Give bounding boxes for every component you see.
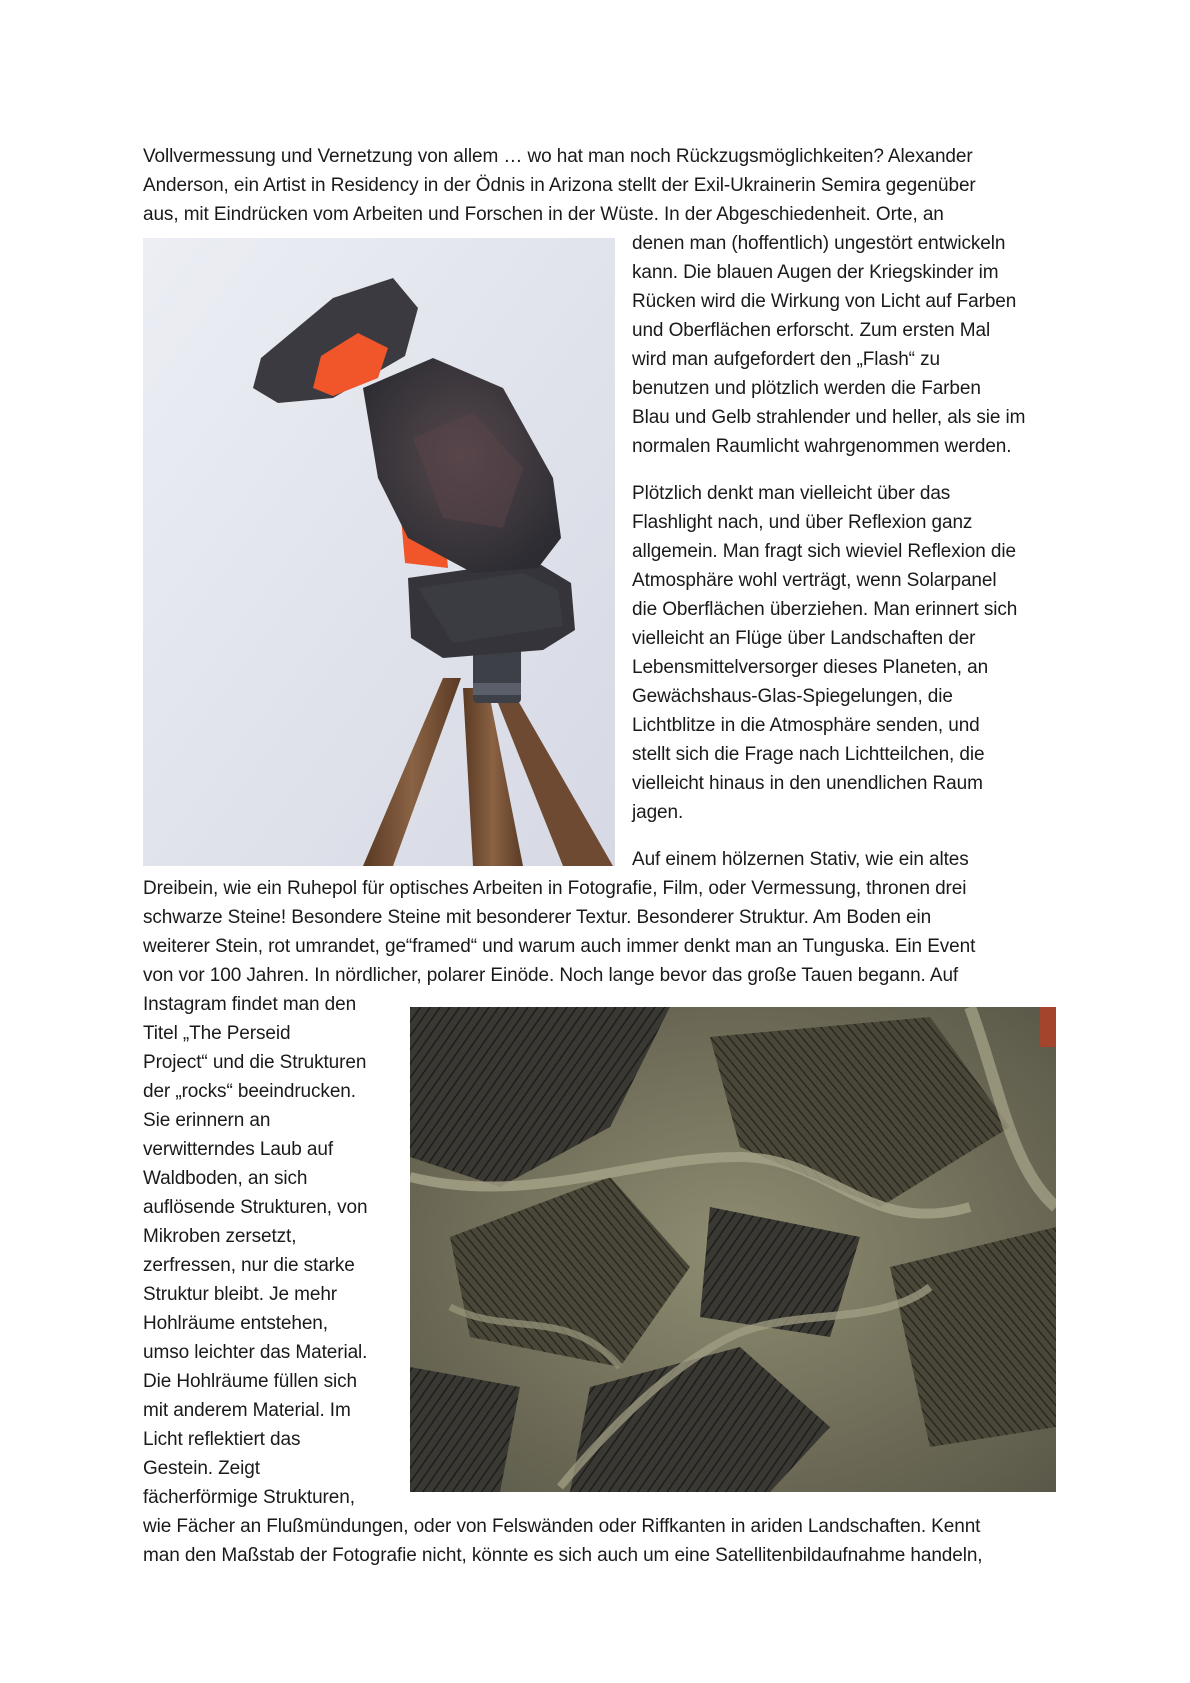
text-line: vielleicht an Flüge über Landschaften der [632,628,976,649]
text-line: schwarze Steine! Besondere Steine mit besonderer Textur. Besonderer Struktur. Am Boden ein [143,907,932,928]
text-line: Mikroben zersetzt, [143,1226,297,1247]
rock-texture-closeup-photo [410,1007,1056,1492]
text-line: man den Maßstab der Fotografie nicht, könnte es sich auch um eine Satellitenbildaufnahme handeln, [143,1545,983,1566]
text-line: vielleicht hinaus in den unendlichen Raum [632,773,983,794]
text-line: von vor 100 Jahren. In nördlicher, polarer Einöde. Noch lange bevor das große Tauen begann. Auf [143,965,959,986]
text-line: benutzen und plötzlich werden die Farben [632,378,981,399]
text-line: kann. Die blauen Augen der Kriegskinder im [632,262,999,283]
text-line: auflösende Strukturen, von [143,1197,368,1218]
text-line: fächerförmige Strukturen, [143,1487,355,1508]
text-line: denen man (hoffentlich) ungestört entwickeln [632,233,1006,254]
text-line: Lebensmittelversorger dieses Planeten, an [632,657,989,678]
text-line: Flashlight nach, und über Reflexion ganz [632,512,973,533]
text-line: Hohlräume entstehen, [143,1313,328,1334]
text-line: Rücken wird die Wirkung von Licht auf Farben [632,291,1017,312]
text-line: weiterer Stein, rot umrandet, ge“framed“ und warum auch immer denkt man an Tunguska. Ein Event [143,936,976,957]
text-line: Licht reflektiert das [143,1429,301,1450]
text-line: Sie erinnern an [143,1110,271,1131]
text-line: Waldboden, an sich [143,1168,308,1189]
text-line: aus, mit Eindrücken vom Arbeiten und Forschen in der Wüste. In der Abgeschiedenheit. Orte, an [143,204,944,225]
text-line: mit anderem Material. Im [143,1400,351,1421]
text-line: zerfressen, nur die starke [143,1255,355,1276]
text-line: Gestein. Zeigt [143,1458,260,1479]
text-line: Die Hohlräume füllen sich [143,1371,357,1392]
text-line: Vollvermessung und Vernetzung von allem … wo hat man noch Rückzugsmöglichkeiten? Alexander [143,146,973,167]
text-line: verwitterndes Laub auf [143,1139,334,1160]
text-line: Titel „The Perseid [143,1023,291,1044]
text-line: Anderson, ein Artist in Residency in der Ödnis in Arizona stellt der Exil-Ukrainerin Semira gegenüber [143,175,976,196]
text-line: allgemein. Man fragt sich wieviel Reflexion die [632,541,1016,562]
text-line: normalen Raumlicht wahrgenommen werden. [632,436,1012,457]
text-line: Blau und Gelb strahlender und heller, als sie im [632,407,1026,428]
text-line: umso leichter das Material. [143,1342,368,1363]
text-line: wird man aufgefordert den „Flash“ zu [632,349,940,370]
stones-on-tripod-photo [143,238,615,866]
text-line: und Oberflächen erforscht. Zum ersten Mal [632,320,991,341]
text-line: die Oberflächen überziehen. Man erinnert sich [632,599,1018,620]
text-line: Project“ und die Strukturen [143,1052,367,1073]
text-line: wie Fächer an Flußmündungen, oder von Felswänden oder Riffkanten in ariden Landschaften. Kennt [143,1516,981,1537]
text-line: stellt sich die Frage nach Lichtteilchen, die [632,744,985,765]
text-line: jagen. [632,802,684,823]
text-line: Lichtblitze in die Atmosphäre senden, und [632,715,980,736]
text-line: Instagram findet man den [143,994,357,1015]
text-line: der „rocks“ beeindrucken. [143,1081,356,1102]
text-line: Plötzlich denkt man vielleicht über das [632,483,951,504]
text-line: Auf einem hölzernen Stativ, wie ein altes [632,849,969,870]
text-line: Atmosphäre wohl verträgt, wenn Solarpanel [632,570,997,591]
text-line: Dreibein, wie ein Ruhepol für optisches Arbeiten in Fotografie, Film, oder Vermessung, thronen drei [143,878,967,899]
text-line: Gewächshaus-Glas-Spiegelungen, die [632,686,953,707]
text-line: Struktur bleibt. Je mehr [143,1284,338,1305]
